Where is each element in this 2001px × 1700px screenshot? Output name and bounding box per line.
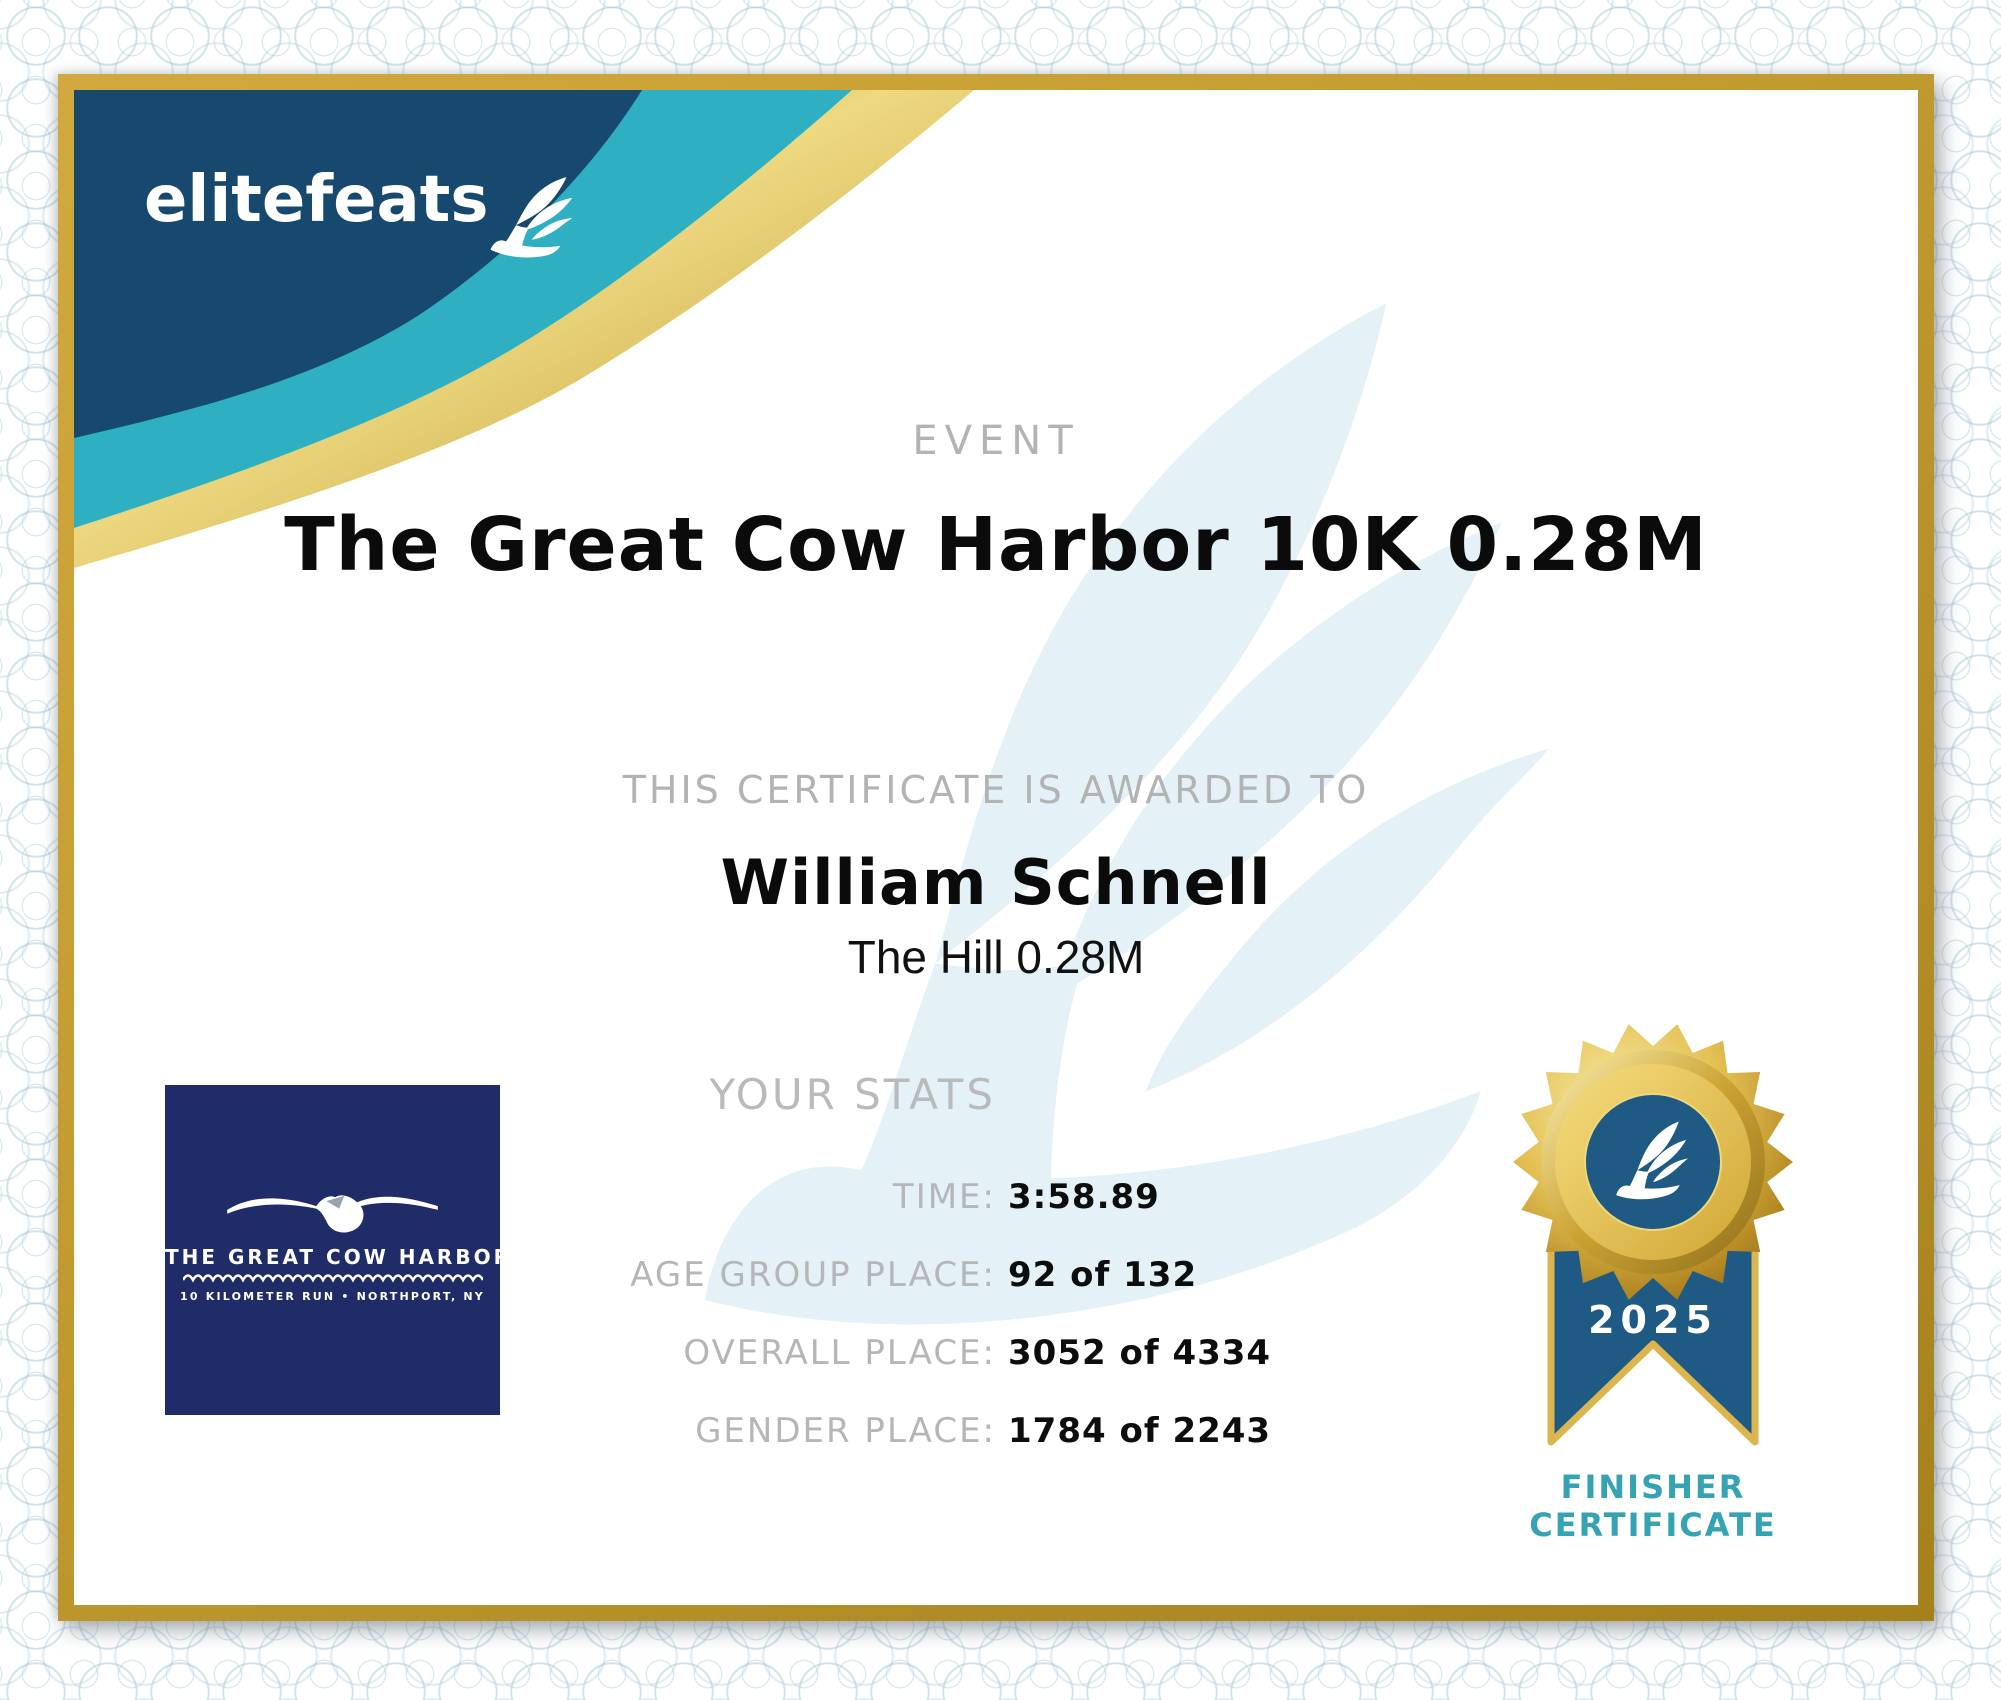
race-logo-wave bbox=[183, 1271, 483, 1285]
stat-label: GENDER PLACE: bbox=[695, 1411, 996, 1451]
badge-caption-line2: CERTIFICATE bbox=[1529, 1506, 1777, 1544]
stat-value: 1784 of 2243 bbox=[1008, 1411, 1272, 1451]
recipient-name: William Schnell bbox=[720, 846, 1272, 919]
badge-caption bbox=[1503, 1468, 1803, 1544]
race-logo-subtitle: 10 KILOMETER RUN • NORTHPORT, NY bbox=[180, 1290, 485, 1303]
event-title: The Great Cow Harbor 10K 0.28M bbox=[284, 502, 1708, 588]
brand-logo bbox=[144, 163, 584, 282]
seagull-icon bbox=[165, 1173, 500, 1243]
stat-value: 92 of 132 bbox=[1008, 1255, 1198, 1295]
winged-foot-icon bbox=[478, 149, 591, 287]
badge-caption-line1: FINISHER bbox=[1560, 1468, 1746, 1506]
badge-year: 2025 bbox=[1588, 1298, 1718, 1342]
stats-section-label: YOUR STATS bbox=[709, 1070, 996, 1119]
brand-logo-text: elitefeats bbox=[144, 163, 489, 237]
stat-label: AGE GROUP PLACE: bbox=[630, 1255, 996, 1295]
race-logo-title: THE GREAT COW HARBOR bbox=[165, 1245, 512, 1269]
stat-label: TIME: bbox=[892, 1177, 996, 1217]
event-section-label: EVENT bbox=[912, 418, 1080, 464]
gold-frame bbox=[58, 74, 1934, 1621]
stat-label: OVERALL PLACE: bbox=[683, 1333, 996, 1373]
stat-value: 3:58.89 bbox=[1008, 1177, 1160, 1217]
race-name: The Hill 0.28M bbox=[847, 931, 1145, 983]
stat-value: 3052 of 4334 bbox=[1008, 1333, 1272, 1373]
awarded-label: THIS CERTIFICATE IS AWARDED TO bbox=[622, 768, 1370, 812]
race-logo bbox=[165, 1085, 512, 1415]
finisher-badge bbox=[1513, 1012, 1793, 1462]
certificate-body bbox=[74, 90, 1918, 1605]
